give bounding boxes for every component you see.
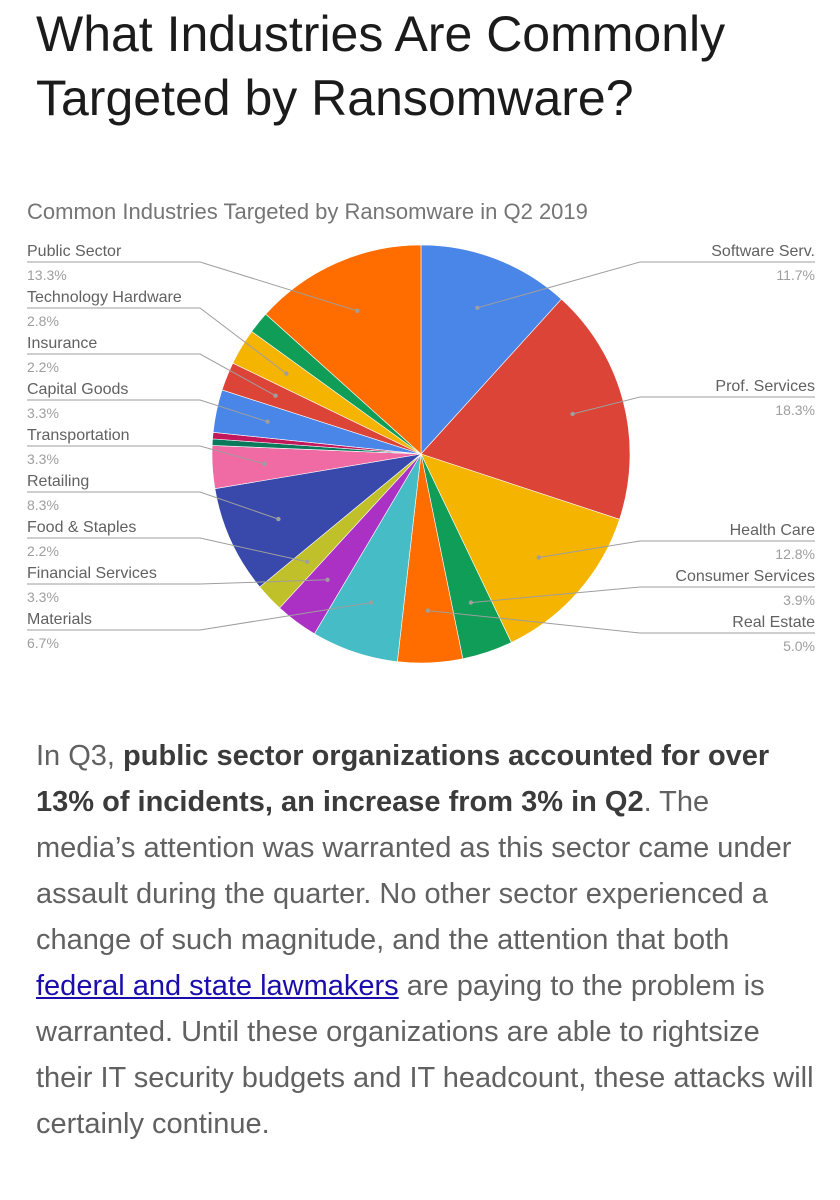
- slice-value-software-serv: 11.7%: [776, 267, 815, 283]
- slice-value-retailing: 8.3%: [27, 497, 59, 513]
- slice-label-software-serv: Software Serv.: [711, 243, 815, 260]
- page-headline: What Industries Are Commonly Targeted by Ransomware?: [36, 6, 726, 126]
- slice-value-materials: 6.7%: [27, 635, 59, 651]
- slice-value-real-estate: 5.0%: [783, 638, 815, 654]
- slice-label-food-staples: Food & Staples: [27, 519, 137, 536]
- lawmakers-link[interactable]: federal and state lawmakers: [36, 970, 399, 1002]
- slice-label-retailing: Retailing: [27, 473, 90, 490]
- paragraph-conclusion: are paying to the problem is warranted. Until these organizations are able to rightsize their IT security budgets and IT headcount, these attacks will certainly continue.: [36, 970, 814, 1140]
- slice-value-transportation: 3.3%: [27, 451, 59, 467]
- slice-label-prof-services: Prof. Services: [715, 378, 815, 395]
- slice-label-financial-services: Financial Services: [27, 565, 157, 582]
- paragraph-body: . The media’s attention was warranted as this sector came under assault during the quarter. No other sector experienced a change of such magnitude, and the attention that both: [36, 786, 792, 956]
- slice-value-consumer-services: 3.9%: [783, 592, 815, 608]
- slice-label-transportation: Transportation: [27, 427, 130, 444]
- slice-label-capital-goods: Capital Goods: [27, 381, 129, 398]
- pie-chart-svg: [0, 190, 840, 670]
- slice-value-food-staples: 2.2%: [27, 543, 59, 559]
- slice-value-financial-services: 3.3%: [27, 589, 59, 605]
- pie-slices: [212, 245, 630, 663]
- slice-label-technology-hardware: Technology Hardware: [27, 289, 182, 306]
- leader-dot-insurance: [273, 394, 277, 398]
- slice-value-health-care: 12.8%: [775, 546, 815, 562]
- slice-value-public-sector: 13.3%: [27, 267, 67, 283]
- slice-value-technology-hardware: 2.8%: [27, 313, 59, 329]
- slice-label-consumer-services: Consumer Services: [675, 568, 815, 585]
- paragraph-intro: In Q3,: [36, 740, 124, 772]
- slice-label-materials: Materials: [27, 611, 92, 628]
- paragraph-emphasis: public sector organizations accounted for over 13% of incidents, an increase from 3% in Q2: [36, 740, 770, 818]
- slice-value-prof-services: 18.3%: [775, 402, 815, 418]
- slice-label-real-estate: Real Estate: [732, 614, 815, 631]
- pie-chart: [0, 190, 840, 675]
- slice-value-insurance: 2.2%: [27, 359, 59, 375]
- chart-title: Common Industries Targeted by Ransomware in Q2 2019: [27, 199, 588, 224]
- slice-label-insurance: Insurance: [27, 335, 98, 352]
- slice-label-health-care: Health Care: [729, 522, 815, 539]
- slice-value-capital-goods: 3.3%: [27, 405, 59, 421]
- article-paragraph: [36, 733, 816, 1147]
- slice-label-public-sector: Public Sector: [27, 243, 122, 260]
